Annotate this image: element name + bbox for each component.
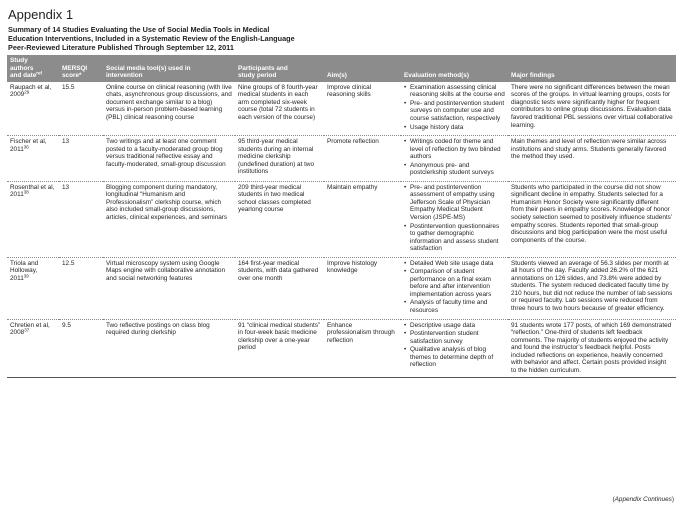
header-mersqi: MERSQI score*	[59, 55, 103, 82]
evaluation-item: • Comparison of student performance on a final exam before and after intervention implementation across years	[404, 268, 505, 298]
aims-cell: Enhance professionalism through reflection	[324, 319, 401, 378]
evaluation-item: • Detailed Web site usage data	[404, 260, 505, 268]
table-header-row	[7, 55, 676, 82]
table-row	[7, 257, 676, 319]
study-cell	[7, 319, 59, 378]
aims-cell: Maintain empathy	[324, 181, 401, 257]
aims-cell: Promote reflection	[324, 136, 401, 182]
studies-table	[7, 55, 676, 378]
caption-line: Summary of 14 Studies Evaluating the Use of Social Media Tools in Medical	[8, 25, 270, 34]
table-row	[7, 319, 676, 378]
findings-cell: Main themes and level of reflection were similar across institutions and study arms. Students generally favored the method they used.	[508, 136, 676, 182]
evaluation-cell	[401, 319, 508, 378]
participants-cell: 209 third-year medical students in two medical school classes completed yearlong course	[235, 181, 324, 257]
tool-cell: Two reflective postings on class blog required during clerkship	[103, 319, 235, 378]
tool-cell: Two writings and at least one comment posted to a faculty-moderated group blog versus traditional reflective essay and faculty-moderated, small-group discussion	[103, 136, 235, 182]
header-participants: Participants and study period	[235, 55, 324, 82]
participants-cell: 91 “clinical medical students” in four-week basic medicine clerkship over a one-year period	[235, 319, 324, 378]
mersqi-cell: 12.5	[59, 257, 103, 319]
appendix-title: Appendix 1	[8, 7, 74, 22]
study-authors: Triola and Holloway, 2011	[10, 259, 39, 282]
mersqi-cell: 13	[59, 136, 103, 182]
evaluation-item: • Pre- and postintervention student surveys on computer use and course satisfaction, respectively	[404, 100, 505, 123]
table-row	[7, 136, 676, 182]
evaluation-list	[404, 322, 505, 369]
evaluation-list	[404, 84, 505, 131]
caption-line: Peer-Reviewed Literature Published Through September 12, 2011	[8, 43, 234, 52]
findings-cell: 91 students wrote 177 posts, of which 169 demonstrated “reflection.” One-third of students left feedback comments. The majority of students enjoyed the activity and found the instructor’s feedback helpful. Posts included reflections on experience, heavily concerned with behavior and affect. Certain posts provided insight to the hidden curriculum.	[508, 319, 676, 378]
mersqi-cell: 13	[59, 181, 103, 257]
header-study: Study authors and date$^{ref}$	[7, 55, 59, 82]
study-authors: Rosenthal et al, 2011	[10, 183, 55, 199]
header-findings: Major findings	[508, 55, 676, 82]
findings-cell: Students who participated in the course did not show significant decline in empathy. Students selected for a Humanism Honor Society were significantly different from their peers in empathy scores. Knowledge of honor society selection seemed to positively influence students’ empathy scores. Students reported that small-group discussions and blog participation were the most useful components of the course.	[508, 181, 676, 257]
table-row	[7, 181, 676, 257]
evaluation-item: • Postintervention student satisfaction survey	[404, 330, 505, 345]
findings-cell: There were no significant differences between the mean scores of the groups. In virtual learning groups, costs for diagnostic tests were significantly higher for frequent contributors to online group discussions. Evaluation data favored traditional PBL sessions over virtual collaborative learning.	[508, 82, 676, 136]
evaluation-list	[404, 184, 505, 253]
participants-cell: Nine groups of 8 fourth-year medical students in each arm completed six-week course (total 72 students in each version of the course)	[235, 82, 324, 136]
mersqi-cell: 15.5	[59, 82, 103, 136]
appendix-continues-note: (Appendix Continues)	[612, 496, 674, 503]
table-body	[7, 82, 676, 378]
reference-number: 38	[23, 189, 29, 195]
reference-number: 29	[24, 89, 30, 95]
evaluation-item: • Anonymous pre- and postclerkship student surveys	[404, 162, 505, 177]
study-cell	[7, 181, 59, 257]
evaluation-list	[404, 138, 505, 177]
study-cell	[7, 136, 59, 182]
evaluation-item: • Analysis of faculty time and resources	[404, 299, 505, 314]
evaluation-item: • Usage history data	[404, 124, 505, 132]
evaluation-cell	[401, 181, 508, 257]
table-row	[7, 82, 676, 136]
study-authors: Fischer et al, 2011	[10, 138, 47, 153]
evaluation-cell	[401, 82, 508, 136]
evaluation-item: • Qualitative analysis of blog themes to determine depth of reflection	[404, 346, 505, 369]
reference-number: 36	[23, 144, 29, 150]
study-cell	[7, 257, 59, 319]
study-authors: Chretien et al, 2008	[10, 321, 50, 337]
findings-cell: Students viewed an average of 56.3 slides per month at all hours of the day. Faculty added 26.2% of the 621 annotations on 126 slides, and 73.8% were added by students. The system reduced dedicated faculty time by 210 hours, but did not reduce the number of lab sessions or required faculty. Lab sessions were reduced from three hours to two hours because of greater efficiency.	[508, 257, 676, 319]
tool-cell: Virtual microscopy system using Google Maps engine with collaborative annotation and social networking features	[103, 257, 235, 319]
evaluation-item: • Pre- and postintervention assessment of empathy using Jefferson Scale of Physician Empathy Medical Student Version (JSPE-MS)	[404, 184, 505, 222]
aims-cell: Improve clinical reasoning skills	[324, 82, 401, 136]
evaluation-list	[404, 260, 505, 315]
reference-number: 37	[24, 327, 30, 333]
study-authors: Raupach et al, 2009	[10, 83, 52, 99]
evaluation-item: • Examination assessing clinical reasoning skills at the course end	[404, 84, 505, 99]
evaluation-item: • Writings coded for theme and level of reflection by two blinded authors	[404, 138, 505, 161]
tool-cell: Online course on clinical reasoning (with live chats, asynchronous group discussions, and document exchange similar to a blog) versus in-person problem-based learning (PBL) clinical reasoning course	[103, 82, 235, 136]
evaluation-cell	[401, 257, 508, 319]
caption-line: Education Interventions, Included in a Systematic Review of the English-Language	[8, 34, 295, 43]
tool-cell: Blogging component during mandatory, longitudinal “Humanism and Professionalism” clerkship course, which also included small-group discussions, articles, clinical experiences, and seminars	[103, 181, 235, 257]
participants-cell: 164 first-year medical students, with data gathered over one month	[235, 257, 324, 319]
reference-number: 39	[23, 273, 29, 279]
evaluation-item: • Postintervention questionnaires to gather demographic information and assess student satisfaction	[404, 223, 505, 253]
header-aims: Aim(s)	[324, 55, 401, 82]
participants-cell: 95 third-year medical students during an internal medicine clerkship (undefined duration) at two institutions	[235, 136, 324, 182]
table-caption	[8, 25, 676, 52]
aims-cell: Improve histology knowledge	[324, 257, 401, 319]
header-evaluation: Evaluation method(s)	[401, 55, 508, 82]
evaluation-item: • Descriptive usage data	[404, 322, 505, 330]
study-cell	[7, 82, 59, 136]
evaluation-cell	[401, 136, 508, 182]
header-tool: Social media tool(s) used in intervention	[103, 55, 235, 82]
mersqi-cell: 9.5	[59, 319, 103, 378]
